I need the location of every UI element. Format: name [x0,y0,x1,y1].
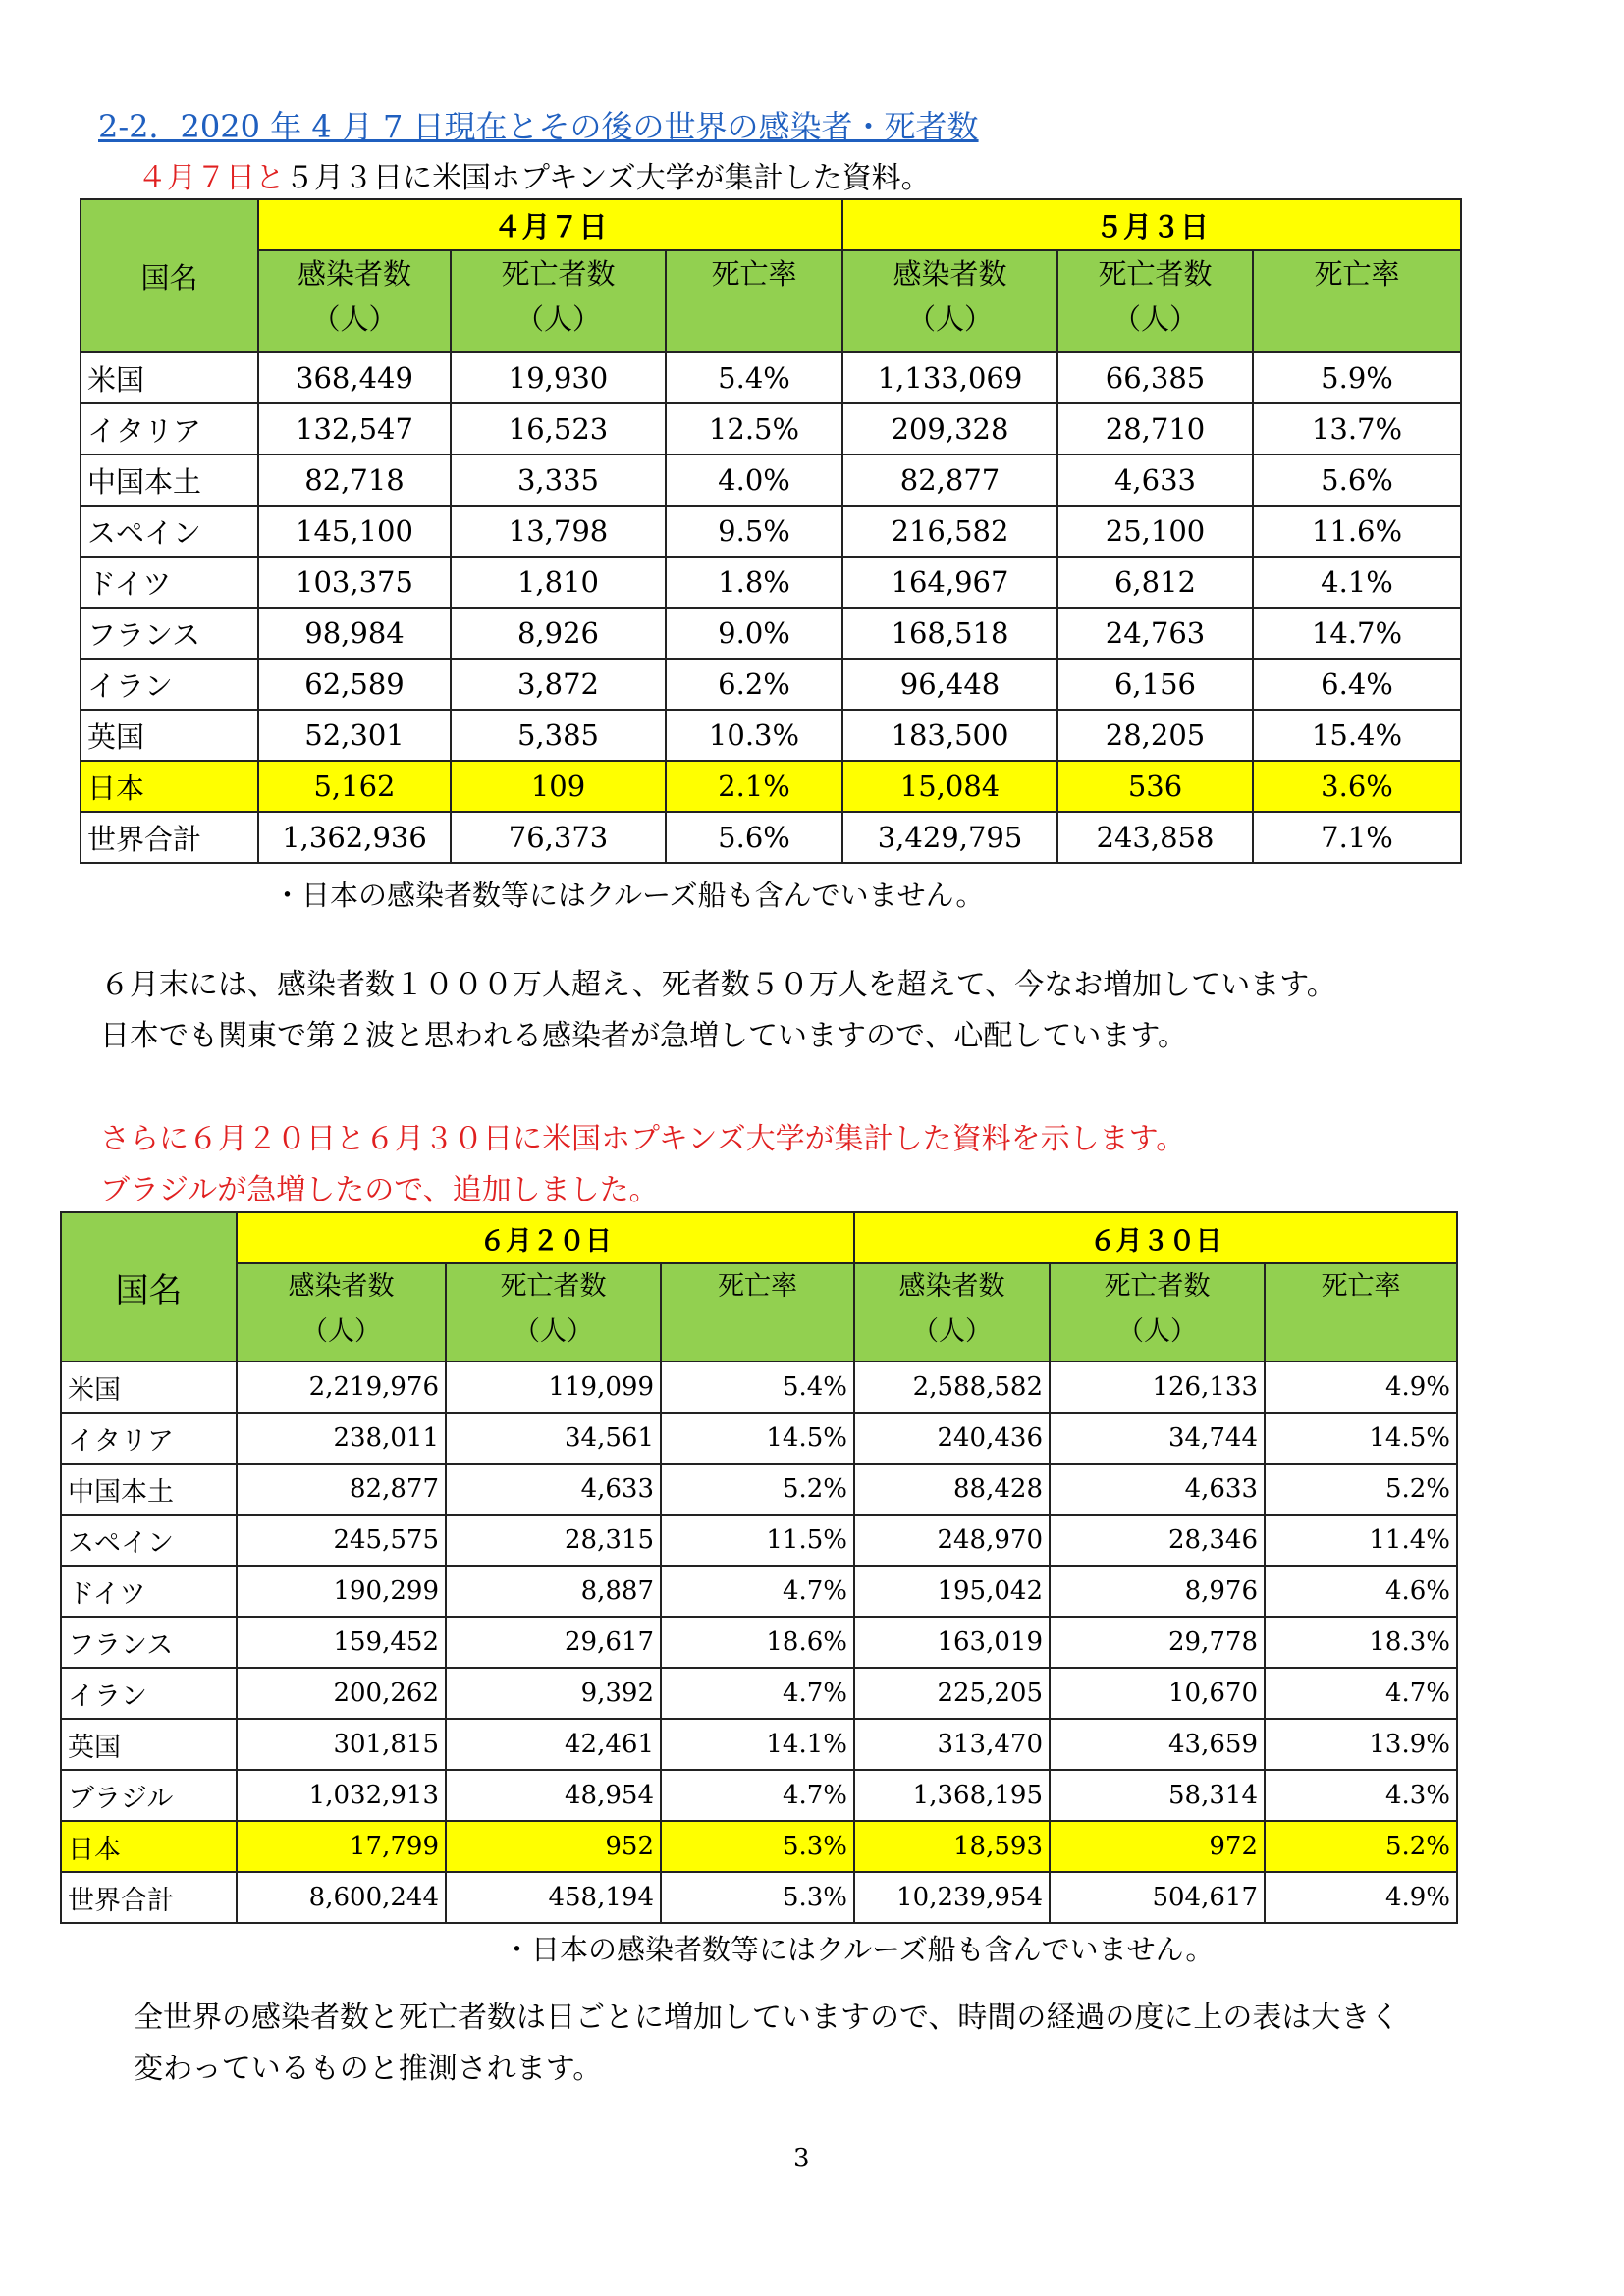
value-cell: 245,575 [237,1515,446,1566]
country-cell: 米国 [61,1362,237,1413]
value-cell: 5.3% [661,1872,854,1923]
value-cell: 18.3% [1265,1617,1457,1668]
value-cell: 5.9% [1253,352,1461,403]
value-cell: 10,239,954 [854,1872,1050,1923]
value-cell: 82,718 [258,454,451,506]
table-row [81,403,1461,454]
value-cell: 301,815 [237,1719,446,1770]
value-cell: 238,011 [237,1413,446,1464]
table-row [81,761,1461,812]
value-cell: 8,600,244 [237,1872,446,1923]
country-cell: フランス [61,1617,237,1668]
value-cell: 4.9% [1265,1872,1457,1923]
value-cell: 28,710 [1057,403,1253,454]
value-cell: 103,375 [258,557,451,608]
table-row [61,1464,1457,1515]
country-cell: 日本 [81,761,258,812]
value-cell: 13.7% [1253,403,1461,454]
table-row [61,1821,1457,1872]
value-cell: 5.6% [666,812,842,863]
value-cell: 4,633 [1057,454,1253,506]
value-cell: 209,328 [842,403,1057,454]
table-june [60,1211,1458,1924]
country-cell: イラン [61,1668,237,1719]
rate-header: 死亡率 [666,250,842,352]
value-cell: 4.1% [1253,557,1461,608]
value-cell: 11.6% [1253,506,1461,557]
country-cell: ドイツ [81,557,258,608]
value-cell: 82,877 [237,1464,446,1515]
country-cell: スペイン [81,506,258,557]
value-cell: 6,156 [1057,659,1253,710]
date2-header: ５月３日 [842,199,1461,250]
deaths-header: 死亡者数 （人） [1057,250,1253,352]
value-cell: 190,299 [237,1566,446,1617]
value-cell: 15,084 [842,761,1057,812]
country-cell: 中国本土 [81,454,258,506]
table-row [81,710,1461,761]
value-cell: 195,042 [854,1566,1050,1617]
value-cell: 4.7% [661,1770,854,1821]
country-cell: フランス [81,608,258,659]
value-cell: 368,449 [258,352,451,403]
value-cell: 8,887 [446,1566,661,1617]
rate-header: 死亡率 [1265,1263,1457,1362]
value-cell: 5.4% [661,1362,854,1413]
value-cell: 9,392 [446,1668,661,1719]
infected-header: 感染者数 （人） [237,1263,446,1362]
country-cell: イラン [81,659,258,710]
value-cell: 8,976 [1050,1566,1265,1617]
value-cell: 13.9% [1265,1719,1457,1770]
value-cell: 5.2% [1265,1821,1457,1872]
value-cell: 14.5% [661,1413,854,1464]
paragraph-june: ６月末には、感染者数１０００万人超え、死者数５０万人を超えて、今なお増加しています。 日本でも関東で第２波と思われる感染者が急増していますので、心配しています。 [100,968,1336,1053]
infected-header: 感染者数 （人） [842,250,1057,352]
table-row [81,506,1461,557]
value-cell: 43,659 [1050,1719,1265,1770]
value-cell: 29,617 [446,1617,661,1668]
value-cell: 313,470 [854,1719,1050,1770]
value-cell: 5.6% [1253,454,1461,506]
value-cell: 29,778 [1050,1617,1265,1668]
value-cell: 24,763 [1057,608,1253,659]
value-cell: 14.5% [1265,1413,1457,1464]
country-cell: 中国本土 [61,1464,237,1515]
value-cell: 11.5% [661,1515,854,1566]
note-cruise-2: ・日本の感染者数等にはクルーズ船も含んでいません。 [503,1933,1215,1966]
table-row [61,1515,1457,1566]
intro-red: ４月７日と [137,161,285,195]
table-row [61,1872,1457,1923]
note-cruise-1: ・日本の感染者数等にはクルーズ船も含んでいません。 [273,879,985,912]
value-cell: 3,429,795 [842,812,1057,863]
value-cell: 6.4% [1253,659,1461,710]
value-cell: 216,582 [842,506,1057,557]
table-row [61,1566,1457,1617]
country-cell: 世界合計 [61,1872,237,1923]
value-cell: 34,744 [1050,1413,1265,1464]
country-cell: 英国 [61,1719,237,1770]
value-cell: 25,100 [1057,506,1253,557]
value-cell: 145,100 [258,506,451,557]
value-cell: 98,984 [258,608,451,659]
table-row [81,659,1461,710]
value-cell: 972 [1050,1821,1265,1872]
country-cell: ドイツ [61,1566,237,1617]
value-cell: 28,346 [1050,1515,1265,1566]
value-cell: 109 [451,761,666,812]
value-cell: 1,133,069 [842,352,1057,403]
value-cell: 132,547 [258,403,451,454]
value-cell: 952 [446,1821,661,1872]
value-cell: 200,262 [237,1668,446,1719]
table-row [61,1719,1457,1770]
value-cell: 504,617 [1050,1872,1265,1923]
date2-header: ６月３０日 [854,1212,1457,1263]
country-cell: 米国 [81,352,258,403]
value-cell: 62,589 [258,659,451,710]
value-cell: 13,798 [451,506,666,557]
deaths-header: 死亡者数 （人） [451,250,666,352]
value-cell: 6.2% [666,659,842,710]
value-cell: 14.7% [1253,608,1461,659]
intro-rest: ５月３日に米国ホプキンズ大学が集計した資料。 [285,161,931,195]
value-cell: 4,633 [446,1464,661,1515]
table-row [81,454,1461,506]
value-cell: 536 [1057,761,1253,812]
value-cell: 52,301 [258,710,451,761]
value-cell: 8,926 [451,608,666,659]
value-cell: 164,967 [842,557,1057,608]
table-row [61,1668,1457,1719]
value-cell: 10,670 [1050,1668,1265,1719]
value-cell: 82,877 [842,454,1057,506]
value-cell: 2,219,976 [237,1362,446,1413]
value-cell: 240,436 [854,1413,1050,1464]
table-row [61,1362,1457,1413]
value-cell: 225,205 [854,1668,1050,1719]
value-cell: 7.1% [1253,812,1461,863]
value-cell: 28,315 [446,1515,661,1566]
table-row [61,1617,1457,1668]
section-title: 2-2．2020 年 4 月 7 日現在とその後の世界の感染者・死者数 [98,108,979,145]
paragraph-conclusion: 全世界の感染者数と死亡者数は日ごとに増加していますので、時間の経過の度に上の表は大きく 変わっているものと推測されます。 [134,2001,1400,2086]
rate-header: 死亡率 [661,1263,854,1362]
value-cell: 168,518 [842,608,1057,659]
value-cell: 4.0% [666,454,842,506]
value-cell: 4,633 [1050,1464,1265,1515]
date1-header: ４月７日 [258,199,842,250]
value-cell: 11.4% [1265,1515,1457,1566]
deaths-header: 死亡者数 （人） [446,1263,661,1362]
country-cell: 世界合計 [81,812,258,863]
rate-header: 死亡率 [1253,250,1461,352]
value-cell: 1.8% [666,557,842,608]
value-cell: 76,373 [451,812,666,863]
value-cell: 15.4% [1253,710,1461,761]
value-cell: 88,428 [854,1464,1050,1515]
value-cell: 4.7% [661,1668,854,1719]
deaths-header: 死亡者数 （人） [1050,1263,1265,1362]
value-cell: 19,930 [451,352,666,403]
value-cell: 1,032,913 [237,1770,446,1821]
value-cell: 28,205 [1057,710,1253,761]
table-row [81,812,1461,863]
table-april-may [80,198,1462,864]
value-cell: 5.3% [661,1821,854,1872]
value-cell: 17,799 [237,1821,446,1872]
value-cell: 18,593 [854,1821,1050,1872]
value-cell: 3,335 [451,454,666,506]
value-cell: 16,523 [451,403,666,454]
value-cell: 10.3% [666,710,842,761]
value-cell: 2,588,582 [854,1362,1050,1413]
value-cell: 4.6% [1265,1566,1457,1617]
country-cell: 英国 [81,710,258,761]
value-cell: 9.5% [666,506,842,557]
value-cell: 5,162 [258,761,451,812]
country-header: 国名 [81,199,258,352]
country-cell: イタリア [81,403,258,454]
value-cell: 248,970 [854,1515,1050,1566]
value-cell: 5.2% [1265,1464,1457,1515]
value-cell: 9.0% [666,608,842,659]
value-cell: 2.1% [666,761,842,812]
value-cell: 3,872 [451,659,666,710]
value-cell: 163,019 [854,1617,1050,1668]
country-cell: 日本 [61,1821,237,1872]
country-cell: スペイン [61,1515,237,1566]
paragraph-red: さらに６月２０日と６月３０日に米国ホプキンズ大学が集計した資料を示します。 ブラジルが急増したので、追加しました。 [100,1122,1186,1207]
table-row [81,557,1461,608]
value-cell: 1,810 [451,557,666,608]
value-cell: 5.2% [661,1464,854,1515]
value-cell: 14.1% [661,1719,854,1770]
value-cell: 96,448 [842,659,1057,710]
value-cell: 48,954 [446,1770,661,1821]
table-row [81,352,1461,403]
value-cell: 3.6% [1253,761,1461,812]
country-cell: ブラジル [61,1770,237,1821]
page-number: 3 [793,2144,810,2173]
value-cell: 119,099 [446,1362,661,1413]
value-cell: 58,314 [1050,1770,1265,1821]
value-cell: 458,194 [446,1872,661,1923]
table-row [81,608,1461,659]
country-header: 国名 [61,1212,237,1362]
value-cell: 1,362,936 [258,812,451,863]
value-cell: 183,500 [842,710,1057,761]
country-cell: イタリア [61,1413,237,1464]
value-cell: 4.7% [1265,1668,1457,1719]
value-cell: 18.6% [661,1617,854,1668]
value-cell: 66,385 [1057,352,1253,403]
table-row [61,1413,1457,1464]
value-cell: 5.4% [666,352,842,403]
value-cell: 4.9% [1265,1362,1457,1413]
date1-header: ６月２０日 [237,1212,854,1263]
infected-header: 感染者数 （人） [258,250,451,352]
value-cell: 126,133 [1050,1362,1265,1413]
value-cell: 1,368,195 [854,1770,1050,1821]
value-cell: 243,858 [1057,812,1253,863]
value-cell: 159,452 [237,1617,446,1668]
value-cell: 6,812 [1057,557,1253,608]
intro-text [137,153,931,196]
infected-header: 感染者数 （人） [854,1263,1050,1362]
value-cell: 4.7% [661,1566,854,1617]
value-cell: 42,461 [446,1719,661,1770]
table-row [61,1770,1457,1821]
value-cell: 12.5% [666,403,842,454]
value-cell: 34,561 [446,1413,661,1464]
value-cell: 4.3% [1265,1770,1457,1821]
value-cell: 5,385 [451,710,666,761]
